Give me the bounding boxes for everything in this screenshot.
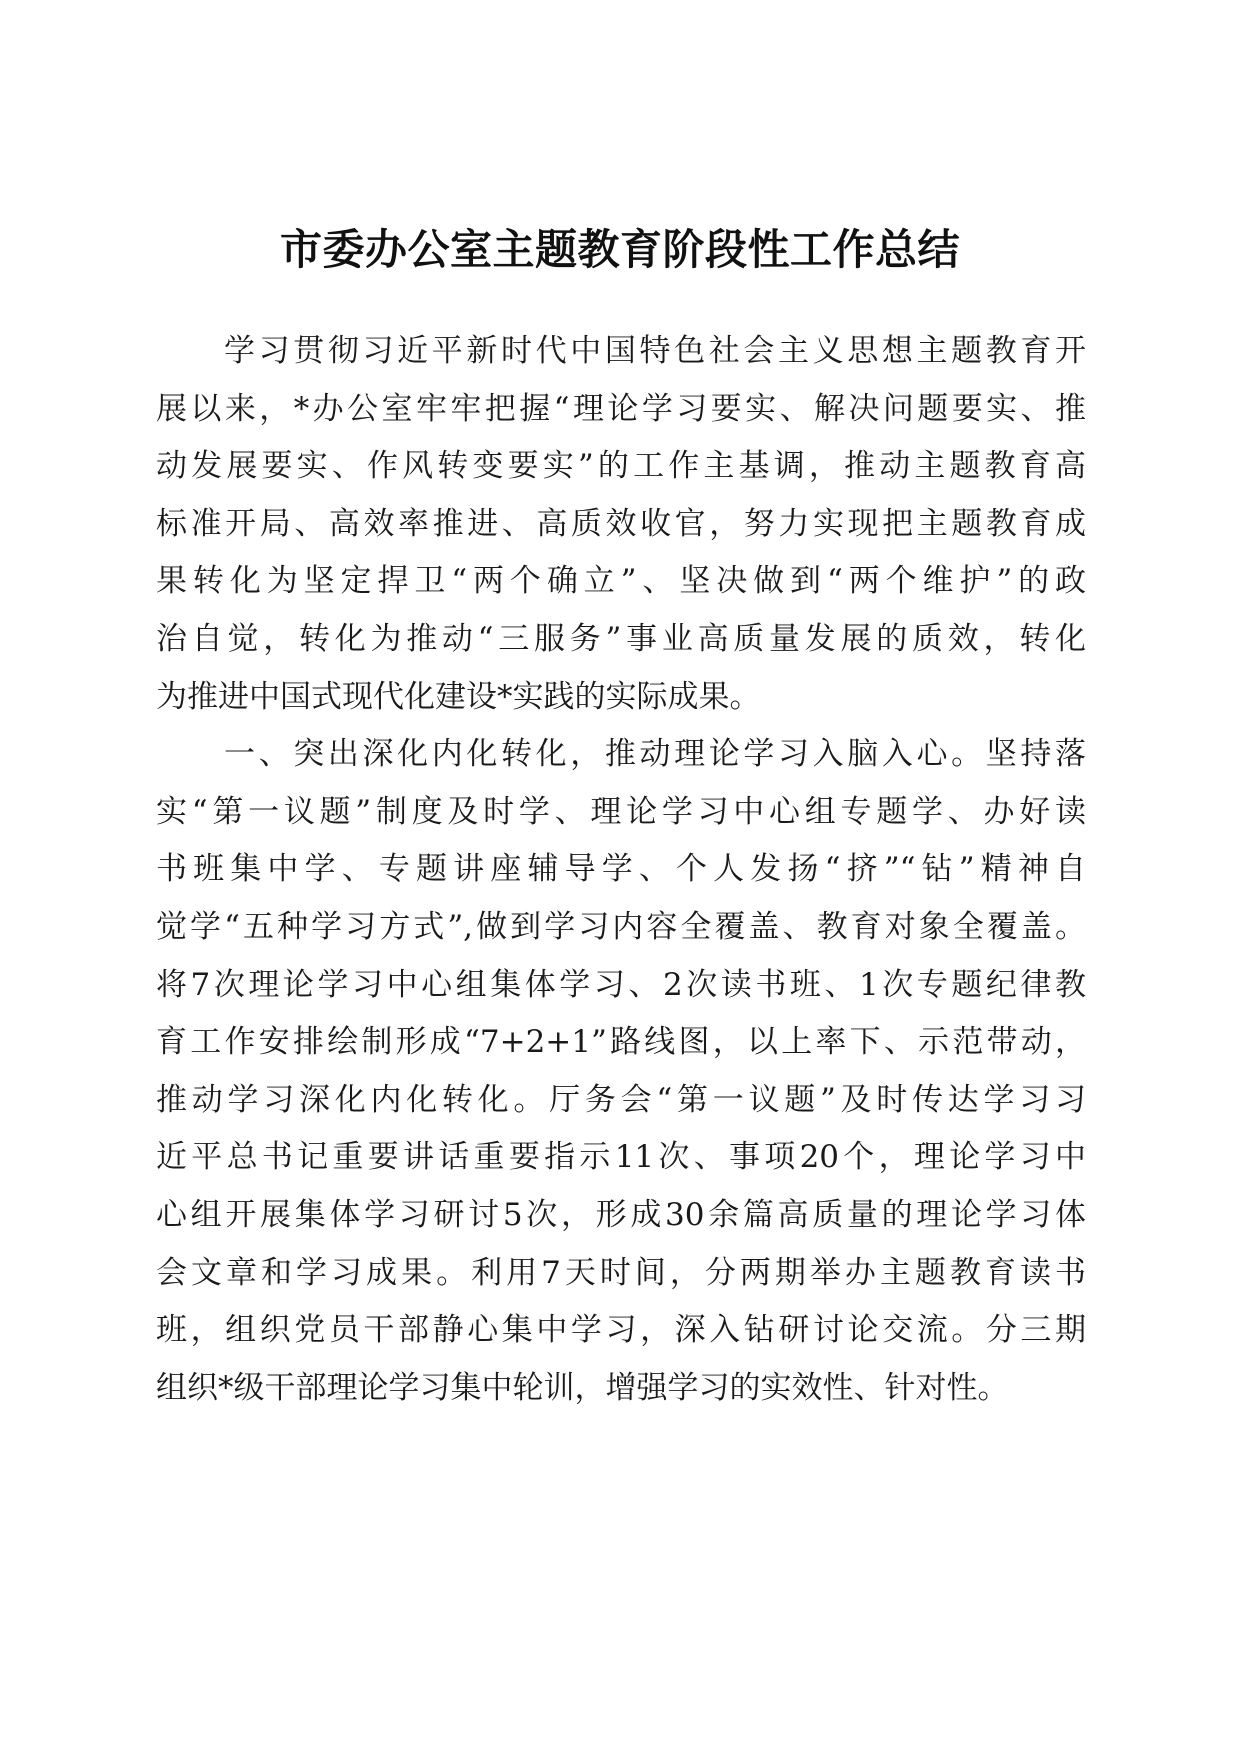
text-line: 学习贯彻习近平新时代中国特色社会主义思想主题教育开 <box>224 333 1086 369</box>
text-line: 果转化为坚定捍卫“两个确立”、坚决做到“两个维护”的政 <box>156 563 1086 600</box>
paragraph-section-one <box>156 726 1086 1417</box>
text-line: 近平总书记重要讲话重要指示11次、事项20个，理论学习中 <box>156 1139 1086 1176</box>
text-line: 心组开展集体学习研讨5次，形成30余篇高质量的理论学习体 <box>156 1196 1086 1233</box>
paragraph-intro <box>156 323 1086 726</box>
text-line: 动发展要实、作风转变要实”的工作主基调，推动主题教育高 <box>156 448 1086 485</box>
text-line: 会文章和学习成果。利用7天时间，分两期举办主题教育读书 <box>156 1254 1086 1291</box>
text-line: 为推进中国式现代化建设*实践的实际成果。 <box>156 678 761 715</box>
document-body <box>156 323 1086 1417</box>
text-line: 组织*级干部理论学习集中轮训，增强学习的实效性、针对性。 <box>156 1369 1009 1406</box>
document-title: 市委办公室主题教育阶段性工作总结 <box>279 225 960 274</box>
text-line: 展以来，*办公室牢牢把握“理论学习要实、解决问题要实、推 <box>156 390 1086 427</box>
text-line: 将7次理论学习中心组集体学习、2次读书班、1次专题纪律教 <box>156 966 1086 1003</box>
text-line: 一、突出深化内化转化，推动理论学习入脑入心。坚持落 <box>224 736 1086 773</box>
text-line: 治自觉，转化为推动“三服务”事业高质量发展的质效，转化 <box>156 620 1086 657</box>
text-line: 推动学习深化内化转化。厅务会“第一议题”及时传达学习习 <box>156 1081 1086 1118</box>
text-line: 实“第一议题”制度及时学、理论学习中心组专题学、办好读 <box>156 793 1086 830</box>
text-line: 班，组织党员干部静心集中学习，深入钻研讨论交流。分三期 <box>156 1312 1086 1349</box>
text-line: 标准开局、高效率推进、高质效收官，努力实现把主题教育成 <box>156 505 1086 542</box>
text-line: 书班集中学、专题讲座辅导学、个人发扬“挤”“钻”精神自 <box>156 851 1086 888</box>
text-line: 觉学“五种学习方式”,做到学习内容全覆盖、教育对象全覆盖。 <box>156 908 1086 945</box>
text-line: 育工作安排绘制形成“7+2+1”路线图，以上率下、示范带动， <box>156 1024 1086 1061</box>
